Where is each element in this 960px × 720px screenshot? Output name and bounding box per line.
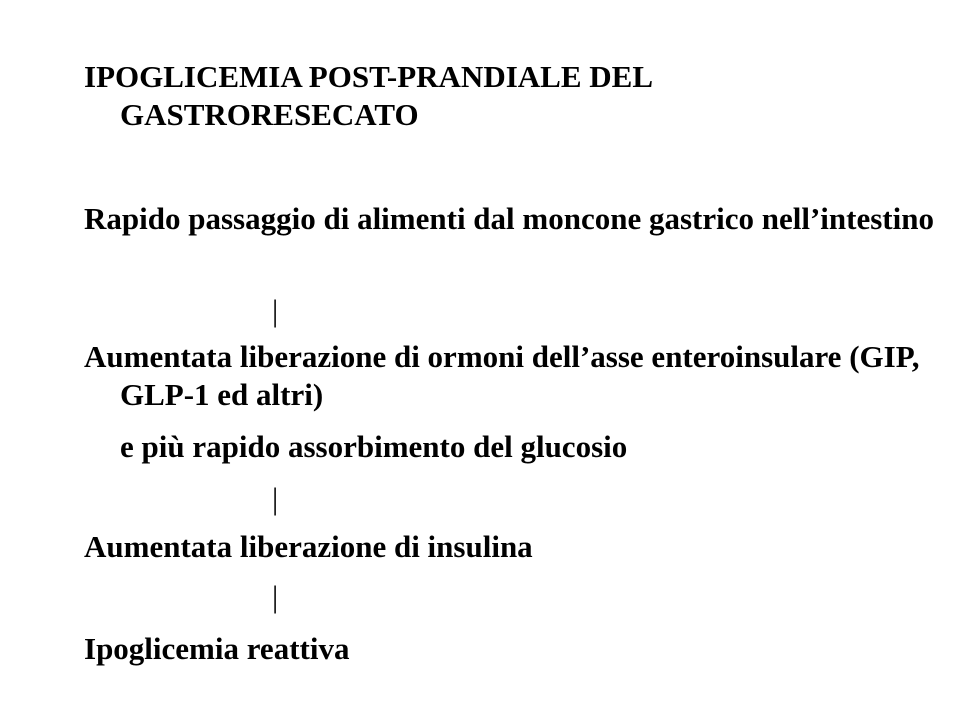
step-insulin-release: Aumentata liberazione di insulina (84, 529, 533, 564)
step-reactive-hypoglycemia: Ipoglicemia reattiva (84, 631, 350, 666)
slide-title: IPOGLICEMIA POST-PRANDIALE DEL GASTRORESECATO (84, 59, 652, 132)
step-rapid-passage: Rapido passaggio di alimenti dal moncone gastrico nell’intestino (84, 201, 934, 236)
flow-connector: | (272, 579, 279, 614)
step-glucose-absorption: e più rapido assorbimento del glucosio (120, 429, 628, 464)
step-hormone-release: Aumentata liberazione di ormoni dell’asse enteroinsulare (GIP, GLP-1 ed altri) (84, 339, 920, 412)
flow-connector: | (272, 293, 279, 328)
flow-connector: | (272, 481, 279, 516)
